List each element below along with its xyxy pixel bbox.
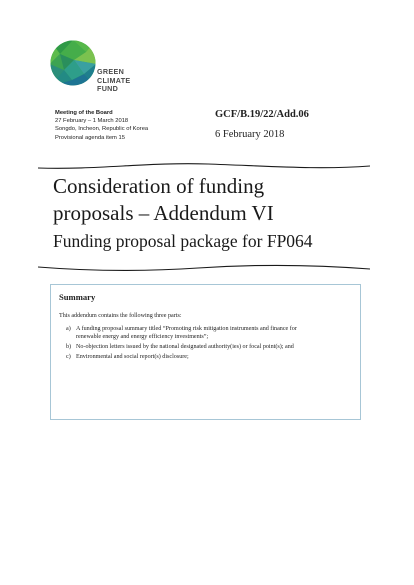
page-title [53, 173, 274, 227]
summary-box [50, 284, 361, 420]
green-climate-fund-globe-icon [50, 40, 96, 86]
list-item-marker: c) [66, 353, 71, 360]
summary-intro: This addendum contains the following three parts: [59, 313, 182, 319]
list-item-marker: a) [66, 326, 71, 332]
list-item-text: No-objection letters issued by the national designated authority(ies) or focal point(s); and [76, 343, 294, 350]
meeting-agenda-item: Provisional agenda item 15 [55, 134, 125, 141]
logo-line-3: FUND [97, 84, 119, 94]
meeting-title: Meeting of the Board [55, 110, 113, 116]
document-reference [215, 108, 309, 142]
page-subtitle: Funding proposal package for FP064 [53, 231, 313, 251]
meeting-location: Songdo, Incheon, Republic of Korea [55, 126, 149, 133]
document-code: GCF/B.19/22/Add.06 [215, 109, 309, 120]
summary-list [59, 325, 353, 361]
meeting-dates: 27 February – 1 March 2018 [55, 118, 129, 125]
list-item-text: A funding proposal summary titled “Promoting risk mitigation instruments and finance for renewable energy and energy efficiency investments”; [76, 326, 297, 341]
list-item [59, 353, 353, 361]
logo-line-2: CLIMATE [97, 75, 131, 85]
list-item [59, 325, 353, 341]
logo-wordmark [97, 68, 131, 94]
bottom-wave-divider [38, 263, 370, 273]
page-title-line-2: proposals – Addendum VI [53, 201, 274, 225]
list-item [59, 343, 353, 351]
list-item-marker: b) [66, 343, 72, 350]
list-item-text: Environmental and social report(s) disclosure; [76, 353, 189, 360]
logo-line-1: GREEN [97, 67, 125, 76]
top-wave-divider [38, 161, 370, 171]
meeting-info [55, 109, 148, 142]
page-title-line-1: Consideration of funding [53, 174, 265, 198]
document-date: 6 February 2018 [215, 129, 285, 140]
summary-heading: Summary [59, 292, 96, 302]
